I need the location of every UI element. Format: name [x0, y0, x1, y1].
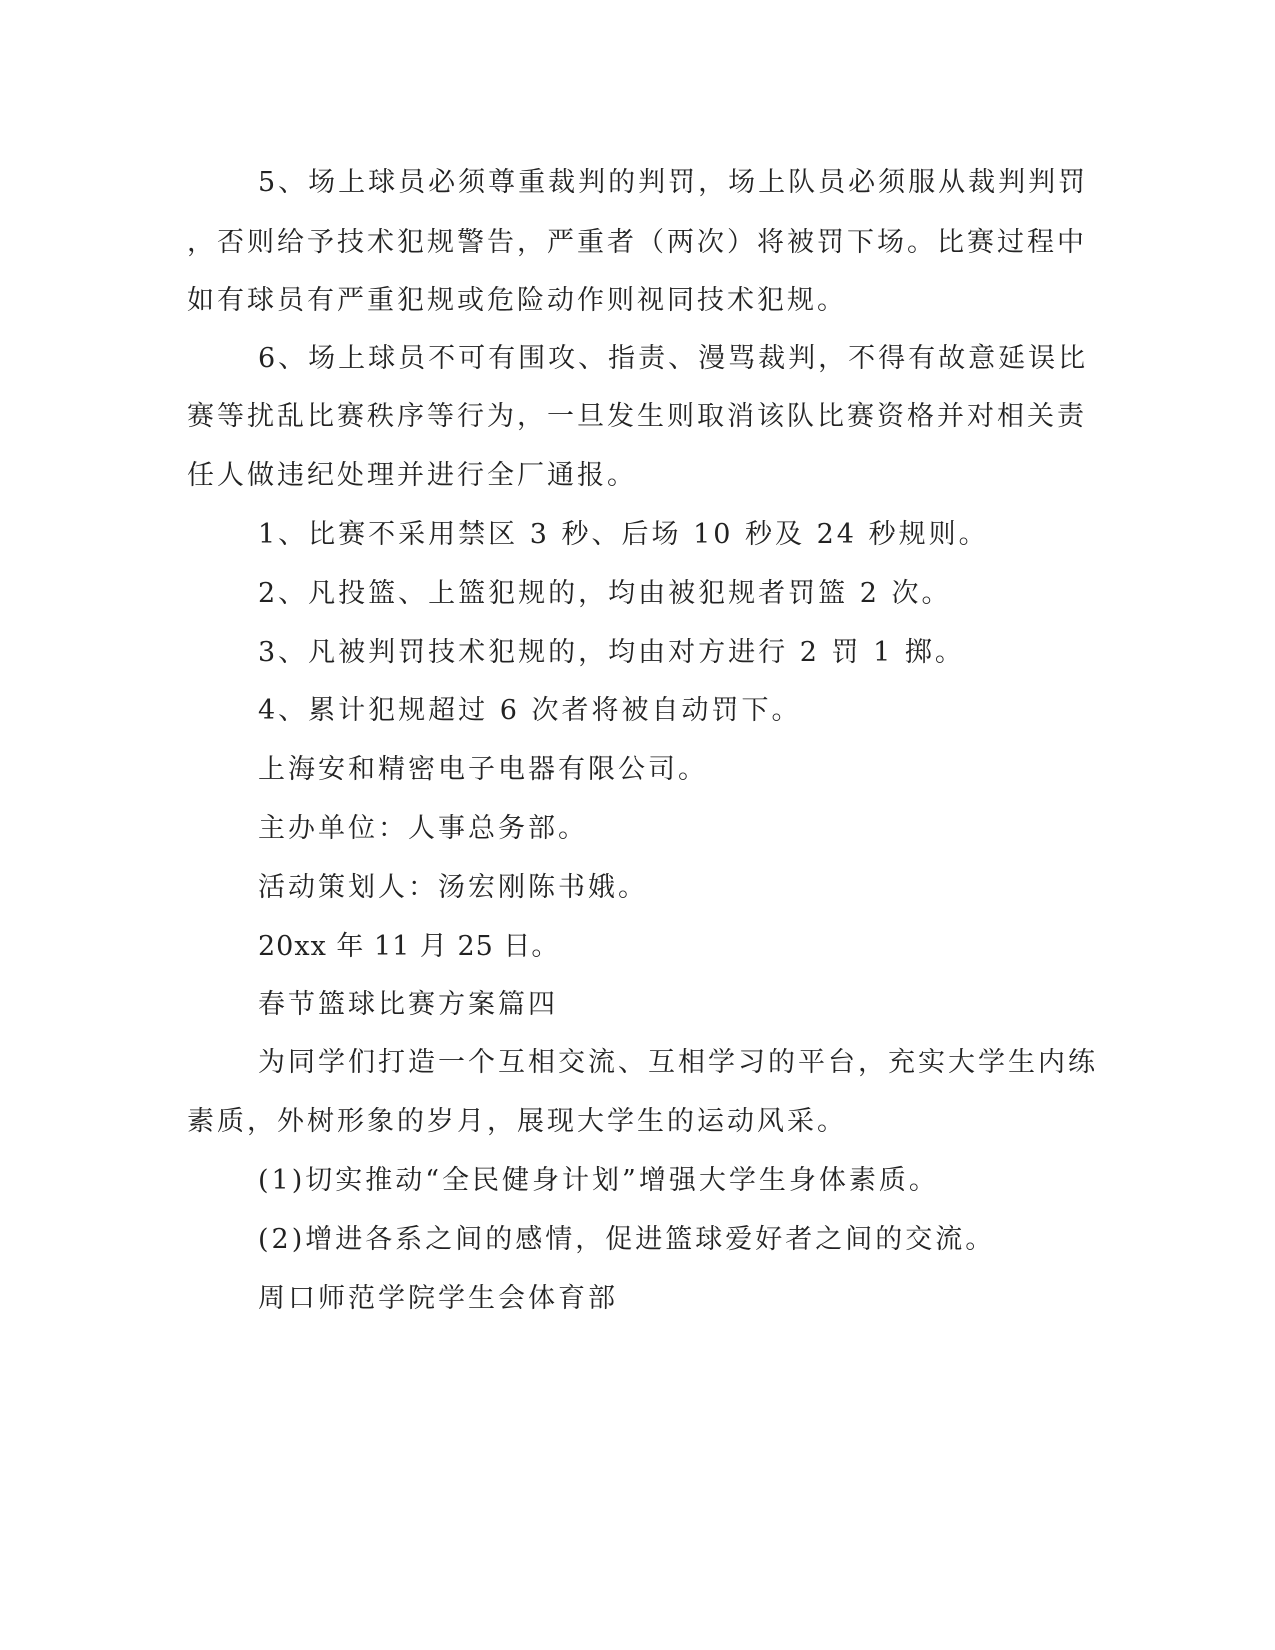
paragraph-line-rule-5-c: 如有球员有严重犯规或危险动作则视同技术犯规。: [187, 285, 847, 316]
paragraph-line-rule-5-a: 5、场上球员必须尊重裁判的判罚，场上队员必须服从裁判判罚: [258, 167, 1089, 198]
paragraph-line-rule-6-a: 6、场上球员不可有围攻、指责、漫骂裁判，不得有故意延误比: [258, 343, 1089, 374]
planner: 活动策划人：汤宏刚陈书娥。: [258, 872, 648, 903]
organizer: 主办单位：人事总务部。: [258, 813, 588, 844]
list-item-rule-2: 2、凡投篮、上篮犯规的，均由被犯规者罚篮 2 次。: [258, 578, 952, 609]
company-name: 上海安和精密电子电器有限公司。: [258, 754, 708, 785]
paragraph-line-purpose-a: 为同学们打造一个互相交流、互相学习的平台，充实大学生内练: [258, 1047, 1098, 1078]
paragraph-line-rule-6-c: 任人做违纪处理并进行全厂通报。: [187, 460, 637, 491]
list-item-objective-1: (1)切实推动“全民健身计划”增强大学生身体素质。: [258, 1165, 939, 1196]
date-line: 20xx 年 11 月 25 日。: [258, 931, 560, 962]
paragraph-line-rule-6-b: 赛等扰乱比赛秩序等行为，一旦发生则取消该队比赛资格并对相关责: [187, 401, 1087, 432]
department-name: 周口师范学院学生会体育部: [258, 1283, 618, 1314]
paragraph-line-purpose-b: 素质，外树形象的岁月，展现大学生的运动风采。: [187, 1106, 847, 1137]
list-item-rule-1: 1、比赛不采用禁区 3 秒、后场 10 秒及 24 秒规则。: [258, 519, 989, 550]
list-item-rule-3: 3、凡被判罚技术犯规的，均由对方进行 2 罚 1 掷。: [258, 637, 965, 668]
list-item-rule-4: 4、累计犯规超过 6 次者将被自动罚下。: [258, 695, 802, 726]
paragraph-line-rule-5-b: ，否则给予技术犯规警告，严重者（两次）将被罚下场。比赛过程中: [187, 227, 1087, 258]
section-title: 春节篮球比赛方案篇四: [258, 989, 558, 1020]
list-item-objective-2: (2)增进各系之间的感情，促进篮球爱好者之间的交流。: [258, 1224, 996, 1255]
